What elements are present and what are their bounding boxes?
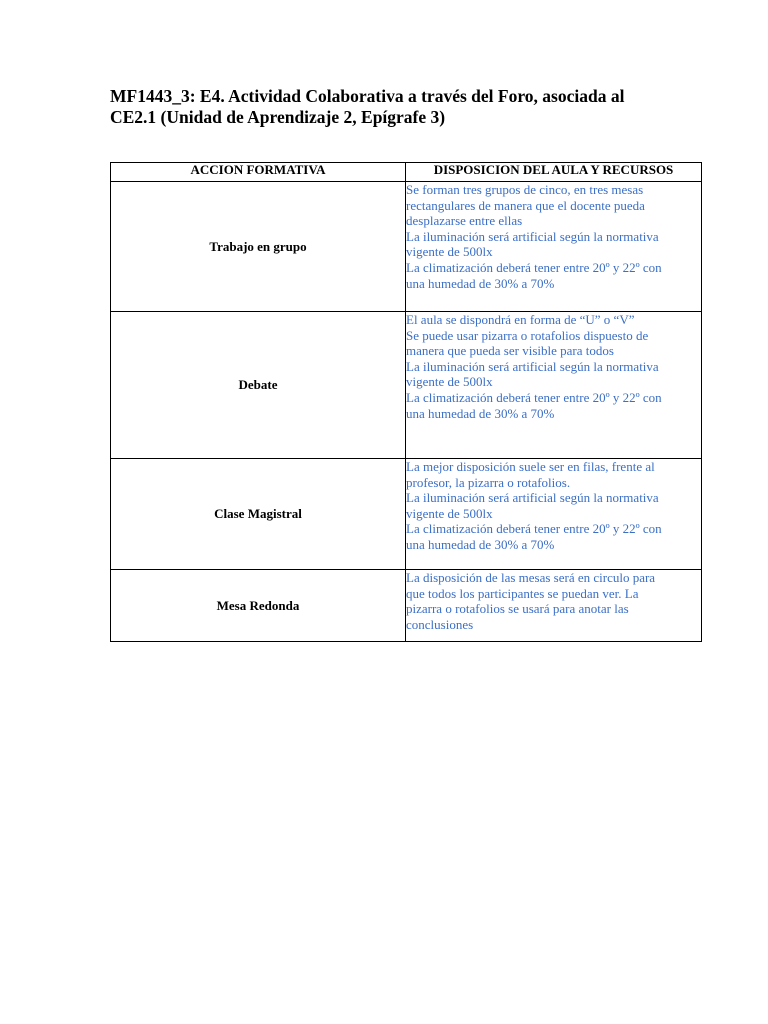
action-cell: Debate [111,312,406,459]
description-line: que todos los participantes se puedan ver. La [406,585,639,601]
document-title-line-1: MF1443_3: E4. Actividad Colaborativa a través del Foro, asociada al [110,86,625,106]
description-line: una humedad de 30% a 70% [406,275,555,291]
description-line: El aula se dispondrá en forma de “U” o “V” [406,312,635,327]
description-line: rectangulares de manera que el docente pueda [406,197,645,213]
table-row-debate [111,312,702,459]
description-line: vigente de 500lx [406,374,493,390]
table-header-row [111,163,702,182]
layout-description-cell [406,459,702,570]
layout-description-cell [406,182,702,312]
document-title-line-2: CE2.1 (Unidad de Aprendizaje 2, Epígrafe 3) [110,107,446,127]
description-line: conclusiones [406,616,474,632]
table-row-mesa-redonda [111,570,702,642]
layout-description-cell [406,570,702,642]
description-line: La mejor disposición suele ser en filas, frente al [406,459,655,474]
action-cell: Clase Magistral [111,459,406,570]
action-cell: Trabajo en grupo [111,182,406,312]
description-line: manera que pueda ser visible para todos [406,343,614,359]
description-line: desplazarse entre ellas [406,213,523,229]
description-line: profesor, la pizarra o rotafolios. [406,474,571,490]
header-accion-formativa: ACCION FORMATIVA [111,163,406,182]
description-line: vigente de 500lx [406,505,493,521]
classroom-layout-table [110,162,702,642]
table-row-clase-magistral [111,459,702,570]
header-disposicion-aula: DISPOSICION DEL AULA Y RECURSOS [406,163,702,182]
description-line: vigente de 500lx [406,244,493,260]
description-line: La iluminación será artificial según la normativa [406,228,659,244]
description-line: una humedad de 30% a 70% [406,536,555,552]
description-line: una humedad de 30% a 70% [406,405,555,421]
description-line: La disposición de las mesas será en circulo para [406,570,656,585]
action-cell: Mesa Redonda [111,570,406,642]
description-line: La climatización deberá tener entre 20º y 22º con [406,259,662,275]
description-line: Se forman tres grupos de cinco, en tres mesas [406,182,644,197]
description-line: Se puede usar pizarra o rotafolios dispuesto de [406,327,649,343]
description-line: La iluminación será artificial según la normativa [406,490,659,506]
description-line: pizarra o rotafolios se usará para anotar las [406,601,629,617]
table-row-trabajo-en-grupo [111,182,702,312]
description-line: La climatización deberá tener entre 20º y 22º con [406,521,662,537]
description-line: La climatización deberá tener entre 20º y 22º con [406,389,662,405]
description-line: La iluminación será artificial según la normativa [406,358,659,374]
layout-description-cell [406,312,702,459]
document-title [110,86,710,128]
